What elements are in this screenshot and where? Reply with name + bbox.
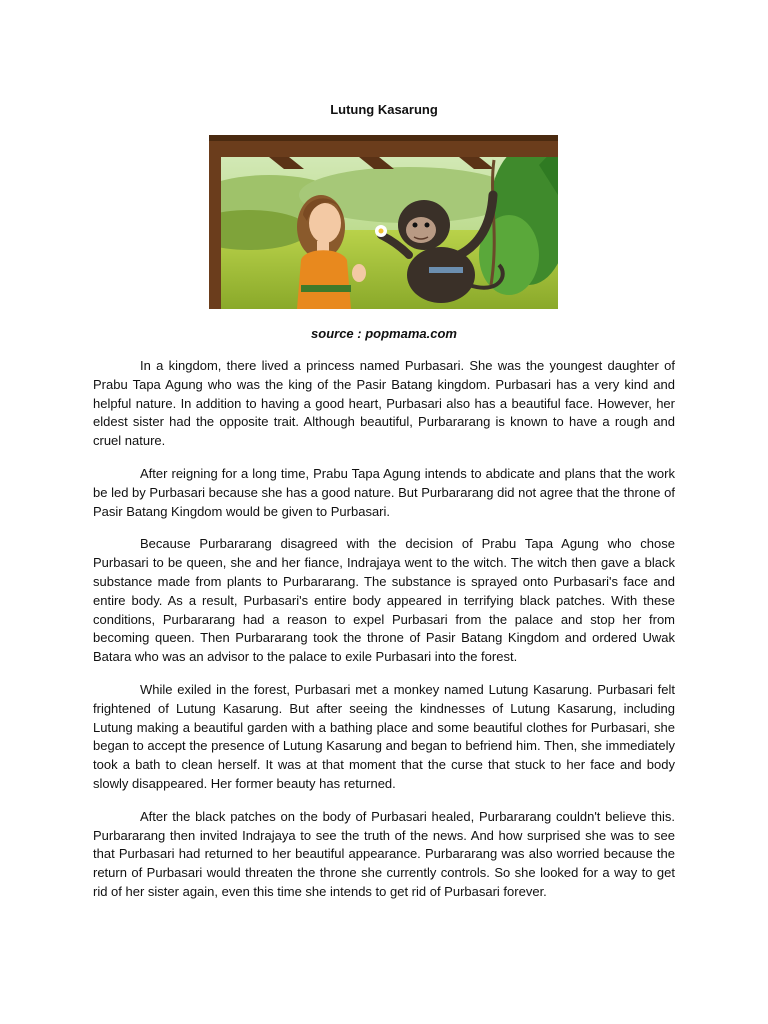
paragraph-5: After the black patches on the body of Purbasari healed, Purbararang couldn't believe this. Purbararang then invited Indrajaya to see the truth of the news. And how surprised she was to see that Purbasari had returned to her beautiful appearance. Purbararang was also worried because the return of Purbasari would threaten the throne she currently controls. So she looked for a way to get rid of her sister again, even this time she intends to get rid of Purbasari forever. xyxy=(93,808,675,899)
story-title: Lutung Kasarung xyxy=(330,102,438,117)
paragraph-1: In a kingdom, there lived a princess named Purbasari. She was the youngest daughter of Prabu Tapa Agung who was the king of the Pasir Batang kingdom. Purbasari has a very kind and helpful nature. In addition to having a good heart, Purbasari also has a beautiful face. However, her eldest sister had the opposite trait. Although beautiful, Purbararang is known to have a rough and cruel nature. xyxy=(93,358,675,449)
story-illustration xyxy=(209,135,558,309)
paragraph-3: Because Purbararang disagreed with the decision of Prabu Tapa Agung who chose Purbasari to be queen, she and her fiance, Indrajaya went to the witch. The witch then gave a black substance made from plants to Purbararang. The substance is sprayed onto Purbasari's face and entire body. As a result, Purbasari's entire body appeared in terrifying black patches. With these conditions, Purbararang had a reason to expel Purbasari from the palace and stop her from becoming queen. Then Purbararang took the throne of Pasir Batang Kingdom and ordered Uwak Batara who was an advisor to the palace to exile Purbasari into the forest. xyxy=(93,536,675,665)
story-body xyxy=(93,357,675,916)
paragraph-4: While exiled in the forest, Purbasari met a monkey named Lutung Kasarung. Purbasari felt frightened of Lutung Kasarung. But after seeing the kindnesses of Lutung Kasarung, including Lutung making a beautiful garden with a bathing place and some beautiful clothes for Purbasari, she began to accept the presence of Lutung Kasarung and began to befriend him. Then, she immediately took a bath to clean herself. It was at that moment that the curse that stuck to her face and body slowly disappeared. Her former beauty has returned. xyxy=(93,681,675,791)
paragraph-2: After reigning for a long time, Prabu Tapa Agung intends to abdicate and plans that the work be led by Purbasari because she has a good nature. But Purbararang did not agree that the throne of Pasir Batang Kingdom would be given to Purbasari. xyxy=(93,465,675,519)
image-source-caption: source : popmama.com xyxy=(311,326,457,341)
